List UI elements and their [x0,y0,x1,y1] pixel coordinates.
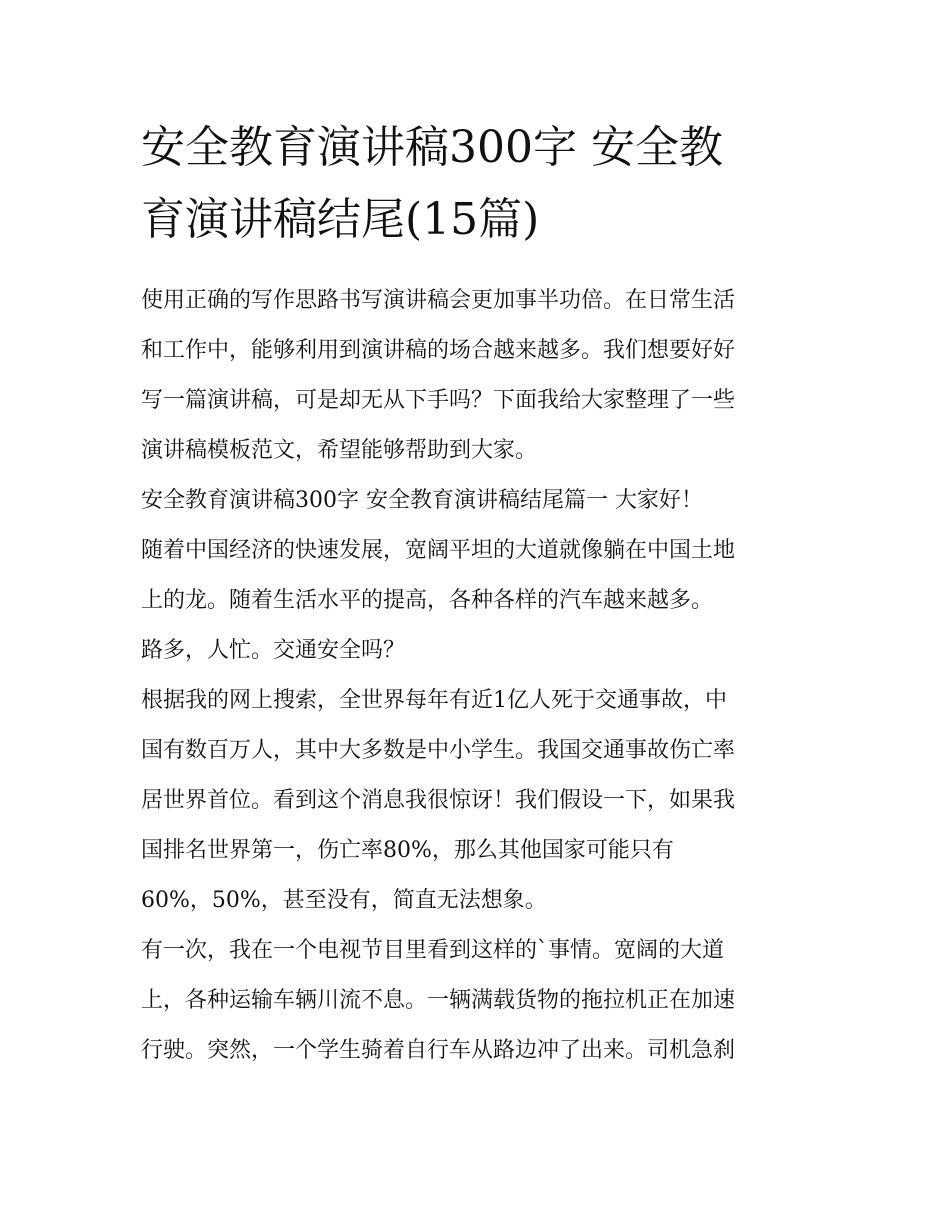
text-line: 60%，50%，甚至没有，简直无法想象。 [141,888,547,913]
text-line: 上的龙。随着生活水平的提高，各种各样的汽车越来越多。 [141,588,714,613]
text-line: 国有数百万人，其中大多数是中小学生。我国交通事故伤亡率 [141,738,736,763]
paragraph [141,676,821,926]
text-line: 居世界首位。看到这个消息我很惊讶！我们假设一下，如果我 [141,788,736,813]
text-line: 安全教育演讲稿300字 安全教育演讲稿结尾篇一 大家好！ [141,488,703,513]
paragraph [141,526,821,626]
paragraph [141,926,821,1076]
paragraph-intro [141,276,821,476]
paragraph [141,626,821,676]
text-line: 随着中国经济的快速发展，宽阔平坦的大道就像躺在中国土地 [141,538,736,563]
paragraph-section-heading [141,476,821,526]
document-title [141,112,821,256]
text-line: 上，各种运输车辆川流不息。一辆满载货物的拖拉机正在加速 [141,988,736,1013]
text-line: 写一篇演讲稿，可是却无从下手吗？下面我给大家整理了一些 [141,388,736,413]
title-line: 育演讲稿结尾(15篇) [141,194,540,245]
text-line: 行驶。突然，一个学生骑着自行车从路边冲了出来。司机急刹 [141,1038,736,1063]
text-line: 路多，人忙。交通安全吗？ [141,638,406,663]
text-line: 有一次，我在一个电视节目里看到这样的`事情。宽阔的大道 [141,938,725,963]
text-line: 和工作中，能够利用到演讲稿的场合越来越多。我们想要好好 [141,338,736,363]
text-line: 根据我的网上搜索，全世界每年有近1亿人死于交通事故，中 [141,688,727,713]
document-body [141,276,821,1076]
text-line: 使用正确的写作思路书写演讲稿会更加事半功倍。在日常生活 [141,288,736,313]
text-line: 演讲稿模板范文，希望能够帮助到大家。 [141,438,538,463]
text-line: 国排名世界第一，伤亡率80%，那么其他国家可能只有 [141,838,674,863]
title-line: 安全教育演讲稿300字 安全教 [141,122,723,173]
